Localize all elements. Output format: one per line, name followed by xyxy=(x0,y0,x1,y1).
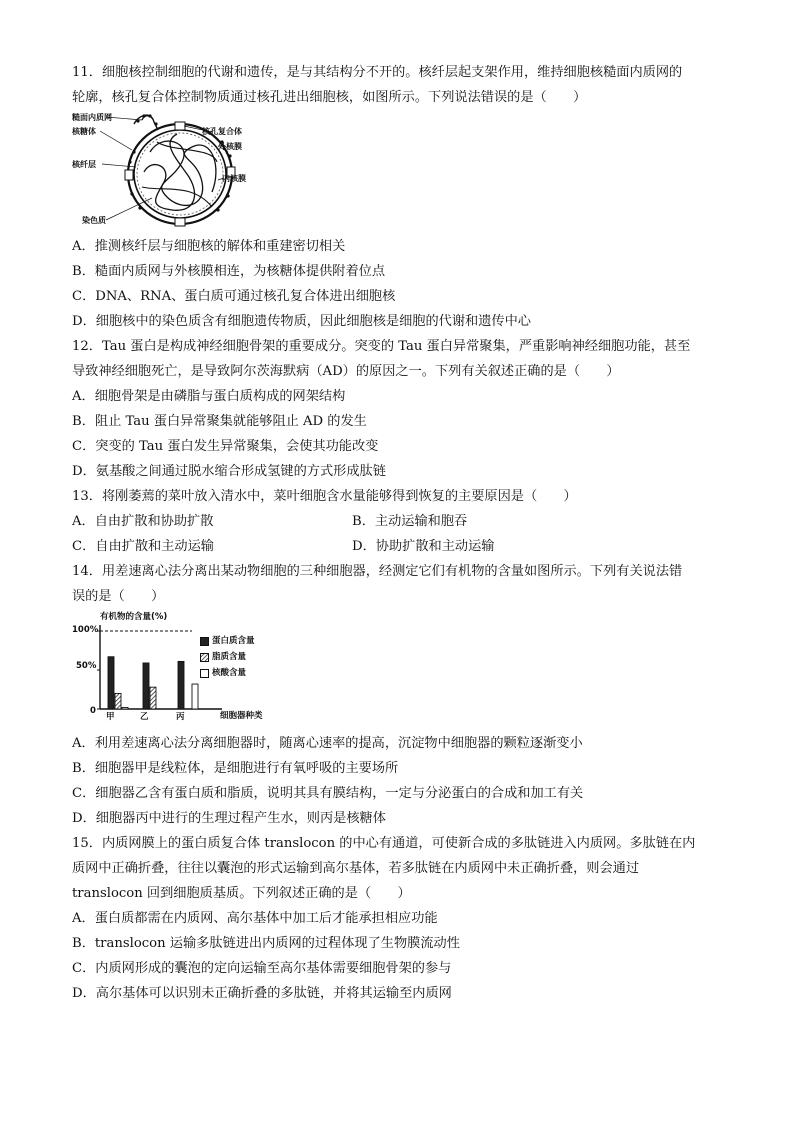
legend-label-lipid: 脂质含量 xyxy=(212,652,247,662)
question-12 xyxy=(72,334,722,484)
q12-option-d: D．氨基酸之间通过脱水缩合形成氢键的方式形成肽链 xyxy=(72,464,386,479)
question-11 xyxy=(72,60,722,334)
q13-option-d: D．协助扩散和主动运输 xyxy=(352,539,495,554)
bar-1-1 xyxy=(150,687,156,709)
q15-stem-line3: translocon 回到细胞质基质。下列叙述正确的是（ ） xyxy=(72,886,411,901)
y-tick-0: 0 xyxy=(90,706,96,716)
q15-option-a: A．蛋白质都需在内质网、高尔基体中加工后才能承担相应功能 xyxy=(72,911,438,926)
q14-stem-line1: 14．用差速离心法分离出某动物细胞的三种细胞器，经测定它们有机物的含量如图所示。下列有关说法错 xyxy=(72,564,683,579)
legend-item-nucleic xyxy=(200,665,255,681)
nucleus-figure xyxy=(72,112,252,230)
legend-swatch-lipid xyxy=(200,653,209,662)
legend-item-lipid xyxy=(200,649,255,665)
q15-option-b: B．translocon 运输多肽链进出内质网的过程体现了生物膜流动性 xyxy=(72,936,460,951)
bar-2-2 xyxy=(192,684,198,709)
organelle-chart xyxy=(72,613,282,725)
q13-options-row-2 xyxy=(72,534,722,559)
label-outer-membrane: 外核膜 xyxy=(218,142,242,151)
q15-stem-line2: 质网中正确折叠，往往以囊泡的形式运输到高尔基体，若多肽链在内质网中未正确折叠，则会通过 xyxy=(72,861,640,876)
question-13 xyxy=(72,484,722,559)
legend-label-nucleic: 核酸含量 xyxy=(212,668,247,678)
q13-option-b: B．主动运输和胞吞 xyxy=(352,514,468,529)
q12-stem-line1: 12．Tau 蛋白是构成神经细胞骨架的重要成分。突变的 Tau 蛋白异常聚集，严重影响神经细胞功能，甚至 xyxy=(72,339,691,354)
q13-option-c: C．自由扩散和主动运输 xyxy=(72,539,214,554)
q14-option-a: A．利用差速离心法分离细胞器时，随离心速率的提高，沉淀物中细胞器的颗粒逐渐变小 xyxy=(72,736,583,751)
q15-stem-line1: 15．内质网膜上的蛋白质复合体 translocon 的中心有通道，可使新合成的多肽链进入内质网。多肽链在内 xyxy=(72,836,696,851)
q11-option-c: C．DNA、RNA、蛋白质可通过核孔复合体进出细胞核 xyxy=(72,289,396,304)
q12-option-b: B．阻止 Tau 蛋白异常聚集就能够阻止 AD 的发生 xyxy=(72,414,367,429)
x-tick-bing: 丙 xyxy=(176,712,185,722)
bar-1-0 xyxy=(143,663,149,709)
bar-0-1 xyxy=(115,693,121,709)
chart-ylabel: 有机物的含量(%) xyxy=(100,612,168,622)
chart-legend xyxy=(200,633,255,681)
label-nuclear-lamina: 核纤层 xyxy=(72,160,96,169)
label-npc: 核孔复合体 xyxy=(202,127,242,136)
q13-option-a: A．自由扩散和协助扩散 xyxy=(72,514,214,529)
x-tick-jia: 甲 xyxy=(106,712,115,722)
legend-swatch-protein xyxy=(200,637,209,646)
bar-0-2 xyxy=(122,707,128,709)
q11-option-d: D．细胞核中的染色质含有细胞遗传物质，因此细胞核是细胞的代谢和遗传中心 xyxy=(72,314,531,329)
q14-option-c: C．细胞器乙含有蛋白质和脂质，说明其具有膜结构，一定与分泌蛋白的合成和加工有关 xyxy=(72,786,584,801)
q15-option-c: C．内质网形成的囊泡的定向运输至高尔基体需要细胞骨架的参与 xyxy=(72,961,452,976)
q13-options-row-1 xyxy=(72,509,722,534)
q11-stem-line1: 11．细胞核控制细胞的代谢和遗传，是与其结构分不开的。核纤层起支架作用，维持细胞核糙面内质网的 xyxy=(72,65,683,80)
y-tick-100: 100% xyxy=(72,625,99,635)
bar-2-0 xyxy=(178,661,184,709)
q11-option-b: B．糙面内质网与外核膜相连，为核糖体提供附着位点 xyxy=(72,264,386,279)
q14-option-d: D．细胞器丙中进行的生理过程产生水，则丙是核糖体 xyxy=(72,811,386,826)
chart-xlabel: 细胞器种类 xyxy=(220,711,263,721)
q12-option-c: C．突变的 Tau 蛋白发生异常聚集，会使其功能改变 xyxy=(72,439,379,454)
bar-0-0 xyxy=(108,657,114,709)
y-tick-50: 50% xyxy=(76,661,97,671)
exam-page xyxy=(72,60,722,1006)
legend-label-protein: 蛋白质含量 xyxy=(212,636,255,646)
q15-option-d: D．高尔基体可以识别未正确折叠的多肽链，并将其运输至内质网 xyxy=(72,986,452,1001)
q11-stem-line2: 轮廓，核孔复合体控制物质通过核孔进出细胞核，如图所示。下列说法错误的是（ ） xyxy=(72,90,587,105)
x-tick-yi: 乙 xyxy=(140,712,149,722)
question-14 xyxy=(72,559,722,831)
q13-stem-line1: 13．将刚萎蔫的菜叶放入清水中，菜叶细胞含水量能够得到恢复的主要原因是（ ） xyxy=(72,489,577,504)
legend-swatch-nucleic xyxy=(200,669,209,678)
q14-option-b: B．细胞器甲是线粒体，是细胞进行有氧呼吸的主要场所 xyxy=(72,761,399,776)
q12-stem-line2: 导致神经细胞死亡，是导致阿尔茨海默病（AD）的原因之一。下列有关叙述正确的是（ ） xyxy=(72,364,620,379)
label-inner-membrane: 内核膜 xyxy=(222,174,246,183)
label-chromatin: 染色质 xyxy=(82,216,106,225)
label-ribosome: 核糖体 xyxy=(72,127,96,136)
q11-option-a: A．推测核纤层与细胞核的解体和重建密切相关 xyxy=(72,239,346,254)
question-15 xyxy=(72,831,722,1006)
legend-item-protein xyxy=(200,633,255,649)
label-rough-er: 糙面内质网 xyxy=(72,113,112,122)
q14-stem-line2: 误的是（ ） xyxy=(72,589,165,604)
q12-option-a: A．细胞骨架是由磷脂与蛋白质构成的网架结构 xyxy=(72,389,346,404)
